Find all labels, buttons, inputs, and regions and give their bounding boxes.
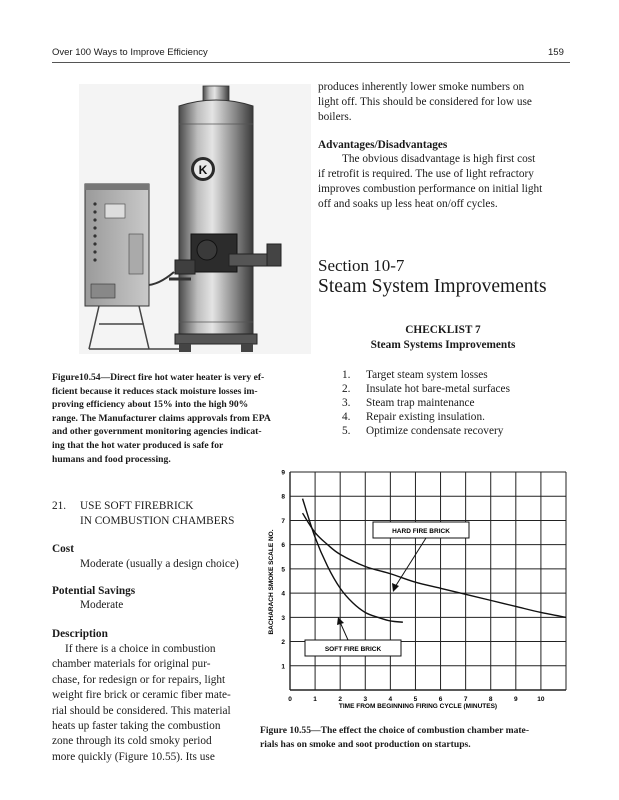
text-line: The obvious disadvantage is high first cost (342, 153, 536, 165)
checklist-title: CHECKLIST 7 (405, 324, 481, 336)
x-tick-label: 1 (313, 696, 317, 703)
x-tick-label: 5 (413, 696, 418, 703)
caption-line: range. The Manufacturer claims approvals from EPA (52, 412, 271, 424)
y-tick-label: 9 (281, 469, 285, 477)
chart-y-axis-label: BACHARACH SMOKE SCALE NO. (268, 529, 275, 635)
description-paragraph (52, 642, 250, 765)
item-21-number: 21. (52, 500, 67, 512)
text-line: heats up faster taking the combustion (52, 720, 221, 733)
item-text: Repair existing insulation. (366, 411, 485, 423)
soft-fire-brick-label: SOFT FIRE BRICK (324, 646, 382, 653)
item-text: Optimize condensate recovery (366, 425, 504, 437)
x-tick-label: 0 (288, 696, 292, 703)
water-heater-illustration (79, 84, 311, 354)
y-tick-label: 1 (281, 663, 285, 671)
caption-line: rials has on smoke and soot production on startups. (260, 738, 471, 750)
x-tick-label: 10 (537, 696, 545, 703)
text-line: boilers. (318, 111, 352, 123)
hard-arrow-head (392, 583, 399, 592)
text-line: zone through its cold smoky period (52, 735, 212, 748)
checklist-item (342, 396, 572, 410)
figure-10-55-chart (260, 462, 572, 718)
item-text: Target steam system losses (366, 369, 488, 381)
description-heading: Description (52, 628, 108, 640)
x-tick-label: 3 (363, 696, 368, 703)
photo-badge: K (198, 163, 208, 177)
item-21-title-line2: IN COMBUSTION CHAMBERS (80, 515, 235, 527)
item-21-title-line1: USE SOFT FIREBRICK (80, 500, 194, 512)
y-tick-label: 5 (281, 566, 285, 574)
checklist-item (342, 368, 572, 382)
savings-heading: Potential Savings (52, 585, 136, 597)
hard-fire-brick-label: HARD FIRE BRICK (392, 528, 450, 535)
text-line: if retrofit is required. The use of light refractory (318, 168, 534, 180)
chart-x-axis-label: TIME FROM BEGINNING FIRING CYCLE (MINUTES) (338, 703, 498, 710)
checklist-item (342, 424, 572, 438)
soft-label-arrow (340, 622, 348, 640)
item-number: 4. (342, 411, 351, 423)
checklist (342, 368, 572, 438)
x-tick-label: 2 (338, 696, 342, 703)
text-line: chamber materials for original pur- (52, 658, 211, 671)
y-tick-label: 4 (281, 590, 285, 598)
checklist-subtitle: Steam Systems Improvements (370, 339, 516, 351)
checklist-item (342, 410, 572, 424)
item-number: 3. (342, 397, 351, 409)
caption-line: ficient because it reduces stack moisture losses im- (52, 385, 258, 397)
caption-line: Figure10.54—Direct fire hot water heater is very ef- (52, 372, 265, 383)
text-line: rial should be considered. This material (52, 704, 231, 717)
text-line: chase, for redesign or for repairs, light (52, 673, 226, 686)
smoke-chart (260, 462, 572, 718)
header-rule (52, 62, 570, 63)
hard-label-arrow (395, 538, 426, 587)
item-number: 2. (342, 383, 351, 395)
text-line: off and soaks up less heat on/off cycles. (318, 198, 498, 210)
advantages-paragraph (318, 152, 568, 212)
x-tick-label: 8 (488, 696, 493, 703)
running-title: Over 100 Ways to Improve Efficiency (52, 47, 208, 58)
x-tick-label: 7 (463, 696, 468, 703)
continued-paragraph (318, 80, 568, 125)
y-tick-label: 7 (281, 517, 285, 525)
section-title: Steam System Improvements (318, 276, 547, 297)
text-line: weight fire brick or ceramic fiber mate- (52, 689, 231, 702)
figure-10-54-photo (79, 84, 311, 354)
y-tick-label: 6 (281, 542, 285, 550)
x-tick-label: 6 (438, 696, 443, 703)
caption-line: humans and food processing. (52, 453, 171, 465)
section-number: Section 10-7 (318, 256, 405, 275)
item-text: Insulate hot bare-metal surfaces (366, 383, 510, 395)
caption-line: and other government monitoring agencies indicat- (52, 426, 262, 438)
figure-10-54-caption (52, 371, 301, 466)
text-line: light off. This should be considered for low use (318, 96, 532, 108)
x-tick-label: 9 (514, 696, 518, 703)
caption-line: Figure 10.55—The effect the choice of combustion chamber mate- (260, 725, 530, 736)
item-text: Steam trap maintenance (366, 397, 475, 409)
savings-text: Moderate (80, 599, 124, 611)
page-number: 159 (548, 47, 564, 58)
text-line: improves combustion performance on initial light (318, 183, 543, 195)
item-number: 5. (342, 425, 351, 437)
item-number: 1. (342, 369, 351, 381)
text-line: If there is a choice in combustion (65, 643, 216, 655)
figure-10-55-caption (260, 724, 572, 751)
y-tick-label: 2 (281, 639, 285, 647)
x-tick-label: 4 (388, 696, 393, 703)
checklist-item (342, 382, 572, 396)
cost-heading: Cost (52, 543, 74, 555)
advantages-heading: Advantages/Disadvantages (318, 139, 448, 151)
y-tick-label: 8 (281, 493, 285, 501)
caption-line: proving efficiency about 15% into the high 90% (52, 399, 249, 411)
caption-line: ing that the hot water produced is safe for (52, 439, 224, 451)
cost-text: Moderate (usually a design choice) (80, 558, 239, 570)
y-tick-label: 3 (281, 614, 285, 622)
text-line: produces inherently lower smoke numbers on (318, 81, 525, 93)
text-line: more quickly (Figure 10.55). Its use (52, 750, 215, 763)
